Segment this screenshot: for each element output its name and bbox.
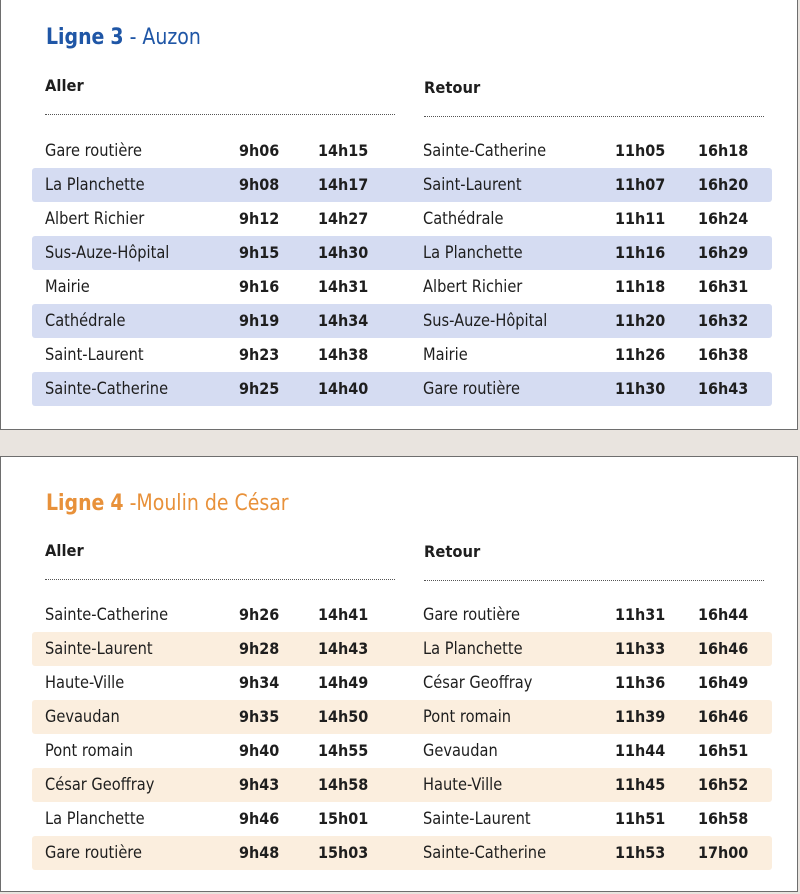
aller-time-1: 9h28 [239, 639, 280, 658]
table-row [32, 836, 772, 870]
retour-time-1: 11h31 [615, 605, 666, 624]
ligne-4-title [46, 491, 289, 516]
ligne-3-panel [0, 0, 798, 430]
retour-time-1: 11h45 [615, 775, 666, 794]
retour-time-2: 16h46 [698, 707, 749, 726]
ligne-4-panel [0, 456, 798, 892]
aller-time-1: 9h34 [239, 673, 280, 692]
retour-stop: Cathédrale [423, 209, 504, 229]
retour-time-2: 16h20 [698, 175, 749, 194]
title-destination: -Moulin de César [123, 491, 289, 516]
retour-stop: Gare routière [423, 605, 521, 625]
table-row [32, 168, 772, 202]
table-row [32, 134, 772, 168]
aller-stop: César Geoffray [45, 775, 155, 795]
aller-time-2: 14h30 [318, 243, 369, 262]
aller-time-1: 9h48 [239, 843, 280, 862]
aller-time-1: 9h19 [239, 311, 280, 330]
aller-time-2: 14h49 [318, 673, 369, 692]
aller-time-2: 14h34 [318, 311, 369, 330]
retour-stop: Sainte-Catherine [423, 843, 547, 863]
table-row [32, 666, 772, 700]
aller-time-2: 14h55 [318, 741, 369, 760]
aller-time-1: 9h40 [239, 741, 280, 760]
retour-time-1: 11h05 [615, 141, 666, 160]
aller-heading: Aller [45, 76, 84, 95]
aller-time-1: 9h43 [239, 775, 280, 794]
aller-stop: Gare routière [45, 843, 143, 863]
retour-stop: Saint-Laurent [423, 175, 522, 195]
aller-stop: La Planchette [45, 809, 145, 829]
ligne-3-schedule [32, 134, 772, 406]
table-row [32, 802, 772, 836]
retour-stop: Sus-Auze-Hôpital [423, 311, 548, 331]
aller-stop: Saint-Laurent [45, 345, 144, 365]
retour-time-1: 11h33 [615, 639, 666, 658]
table-row [32, 338, 772, 372]
retour-time-2: 16h46 [698, 639, 749, 658]
retour-time-1: 11h36 [615, 673, 666, 692]
table-row [32, 734, 772, 768]
retour-time-2: 16h52 [698, 775, 749, 794]
table-row [32, 598, 772, 632]
aller-stop: Sainte-Catherine [45, 379, 169, 399]
table-row [32, 304, 772, 338]
title-number: 3 [110, 25, 124, 50]
retour-time-1: 11h16 [615, 243, 666, 262]
aller-time-2: 14h31 [318, 277, 369, 296]
retour-stop: Haute-Ville [423, 775, 503, 795]
aller-time-2: 14h58 [318, 775, 369, 794]
aller-stop: Cathédrale [45, 311, 126, 331]
retour-stop: La Planchette [423, 639, 523, 659]
retour-stop: Sainte-Catherine [423, 141, 547, 161]
title-number: 4 [110, 491, 124, 516]
aller-time-2: 14h43 [318, 639, 369, 658]
aller-stop: Haute-Ville [45, 673, 125, 693]
table-row [32, 202, 772, 236]
retour-time-2: 16h43 [698, 379, 749, 398]
retour-time-2: 16h44 [698, 605, 749, 624]
retour-time-2: 16h38 [698, 345, 749, 364]
aller-stop: Albert Richier [45, 209, 145, 229]
aller-heading: Aller [45, 541, 84, 560]
title-prefix: Ligne [46, 25, 105, 50]
aller-time-2: 15h01 [318, 809, 369, 828]
retour-stop: Gare routière [423, 379, 521, 399]
aller-time-2: 15h03 [318, 843, 369, 862]
retour-stop: Mairie [423, 345, 468, 365]
aller-stop: La Planchette [45, 175, 145, 195]
retour-divider [424, 116, 764, 117]
retour-time-2: 16h29 [698, 243, 749, 262]
retour-time-2: 16h58 [698, 809, 749, 828]
retour-time-1: 11h51 [615, 809, 666, 828]
aller-divider [45, 579, 395, 580]
ligne-4-schedule [32, 598, 772, 870]
retour-time-1: 11h30 [615, 379, 666, 398]
retour-time-1: 11h07 [615, 175, 666, 194]
table-row [32, 236, 772, 270]
aller-time-1: 9h25 [239, 379, 280, 398]
aller-stop: Gare routière [45, 141, 143, 161]
aller-time-1: 9h26 [239, 605, 280, 624]
retour-time-2: 17h00 [698, 843, 749, 862]
retour-stop: Gevaudan [423, 741, 498, 761]
retour-time-2: 16h31 [698, 277, 749, 296]
aller-time-1: 9h15 [239, 243, 280, 262]
table-row [32, 700, 772, 734]
retour-time-1: 11h44 [615, 741, 666, 760]
retour-time-2: 16h51 [698, 741, 749, 760]
aller-time-2: 14h27 [318, 209, 369, 228]
aller-divider [45, 114, 395, 115]
aller-time-1: 9h08 [239, 175, 280, 194]
retour-time-1: 11h39 [615, 707, 666, 726]
retour-time-2: 16h32 [698, 311, 749, 330]
retour-stop: Albert Richier [423, 277, 523, 297]
retour-time-1: 11h18 [615, 277, 666, 296]
retour-heading: Retour [424, 542, 481, 561]
retour-stop: La Planchette [423, 243, 523, 263]
table-row [32, 632, 772, 666]
retour-time-2: 16h18 [698, 141, 749, 160]
aller-stop: Gevaudan [45, 707, 120, 727]
retour-divider [424, 580, 764, 581]
table-row [32, 372, 772, 406]
aller-time-2: 14h40 [318, 379, 369, 398]
retour-time-1: 11h26 [615, 345, 666, 364]
retour-time-1: 11h53 [615, 843, 666, 862]
retour-time-2: 16h24 [698, 209, 749, 228]
aller-time-2: 14h38 [318, 345, 369, 364]
aller-time-1: 9h16 [239, 277, 280, 296]
table-row [32, 270, 772, 304]
aller-stop: Mairie [45, 277, 90, 297]
aller-time-1: 9h06 [239, 141, 280, 160]
aller-stop: Sainte-Laurent [45, 639, 153, 659]
retour-time-1: 11h11 [615, 209, 666, 228]
table-row [32, 768, 772, 802]
aller-time-1: 9h46 [239, 809, 280, 828]
aller-stop: Sainte-Catherine [45, 605, 169, 625]
retour-heading: Retour [424, 78, 481, 97]
retour-stop: Pont romain [423, 707, 512, 727]
title-destination: - Auzon [123, 25, 201, 50]
retour-stop: Sainte-Laurent [423, 809, 531, 829]
retour-time-2: 16h49 [698, 673, 749, 692]
retour-time-1: 11h20 [615, 311, 666, 330]
aller-stop: Pont romain [45, 741, 134, 761]
aller-time-1: 9h35 [239, 707, 280, 726]
aller-stop: Sus-Auze-Hôpital [45, 243, 170, 263]
aller-time-2: 14h17 [318, 175, 369, 194]
title-prefix: Ligne [46, 491, 105, 516]
aller-time-1: 9h12 [239, 209, 280, 228]
retour-stop: César Geoffray [423, 673, 533, 693]
ligne-3-title [46, 25, 201, 50]
aller-time-2: 14h41 [318, 605, 369, 624]
aller-time-2: 14h50 [318, 707, 369, 726]
aller-time-1: 9h23 [239, 345, 280, 364]
aller-time-2: 14h15 [318, 141, 369, 160]
